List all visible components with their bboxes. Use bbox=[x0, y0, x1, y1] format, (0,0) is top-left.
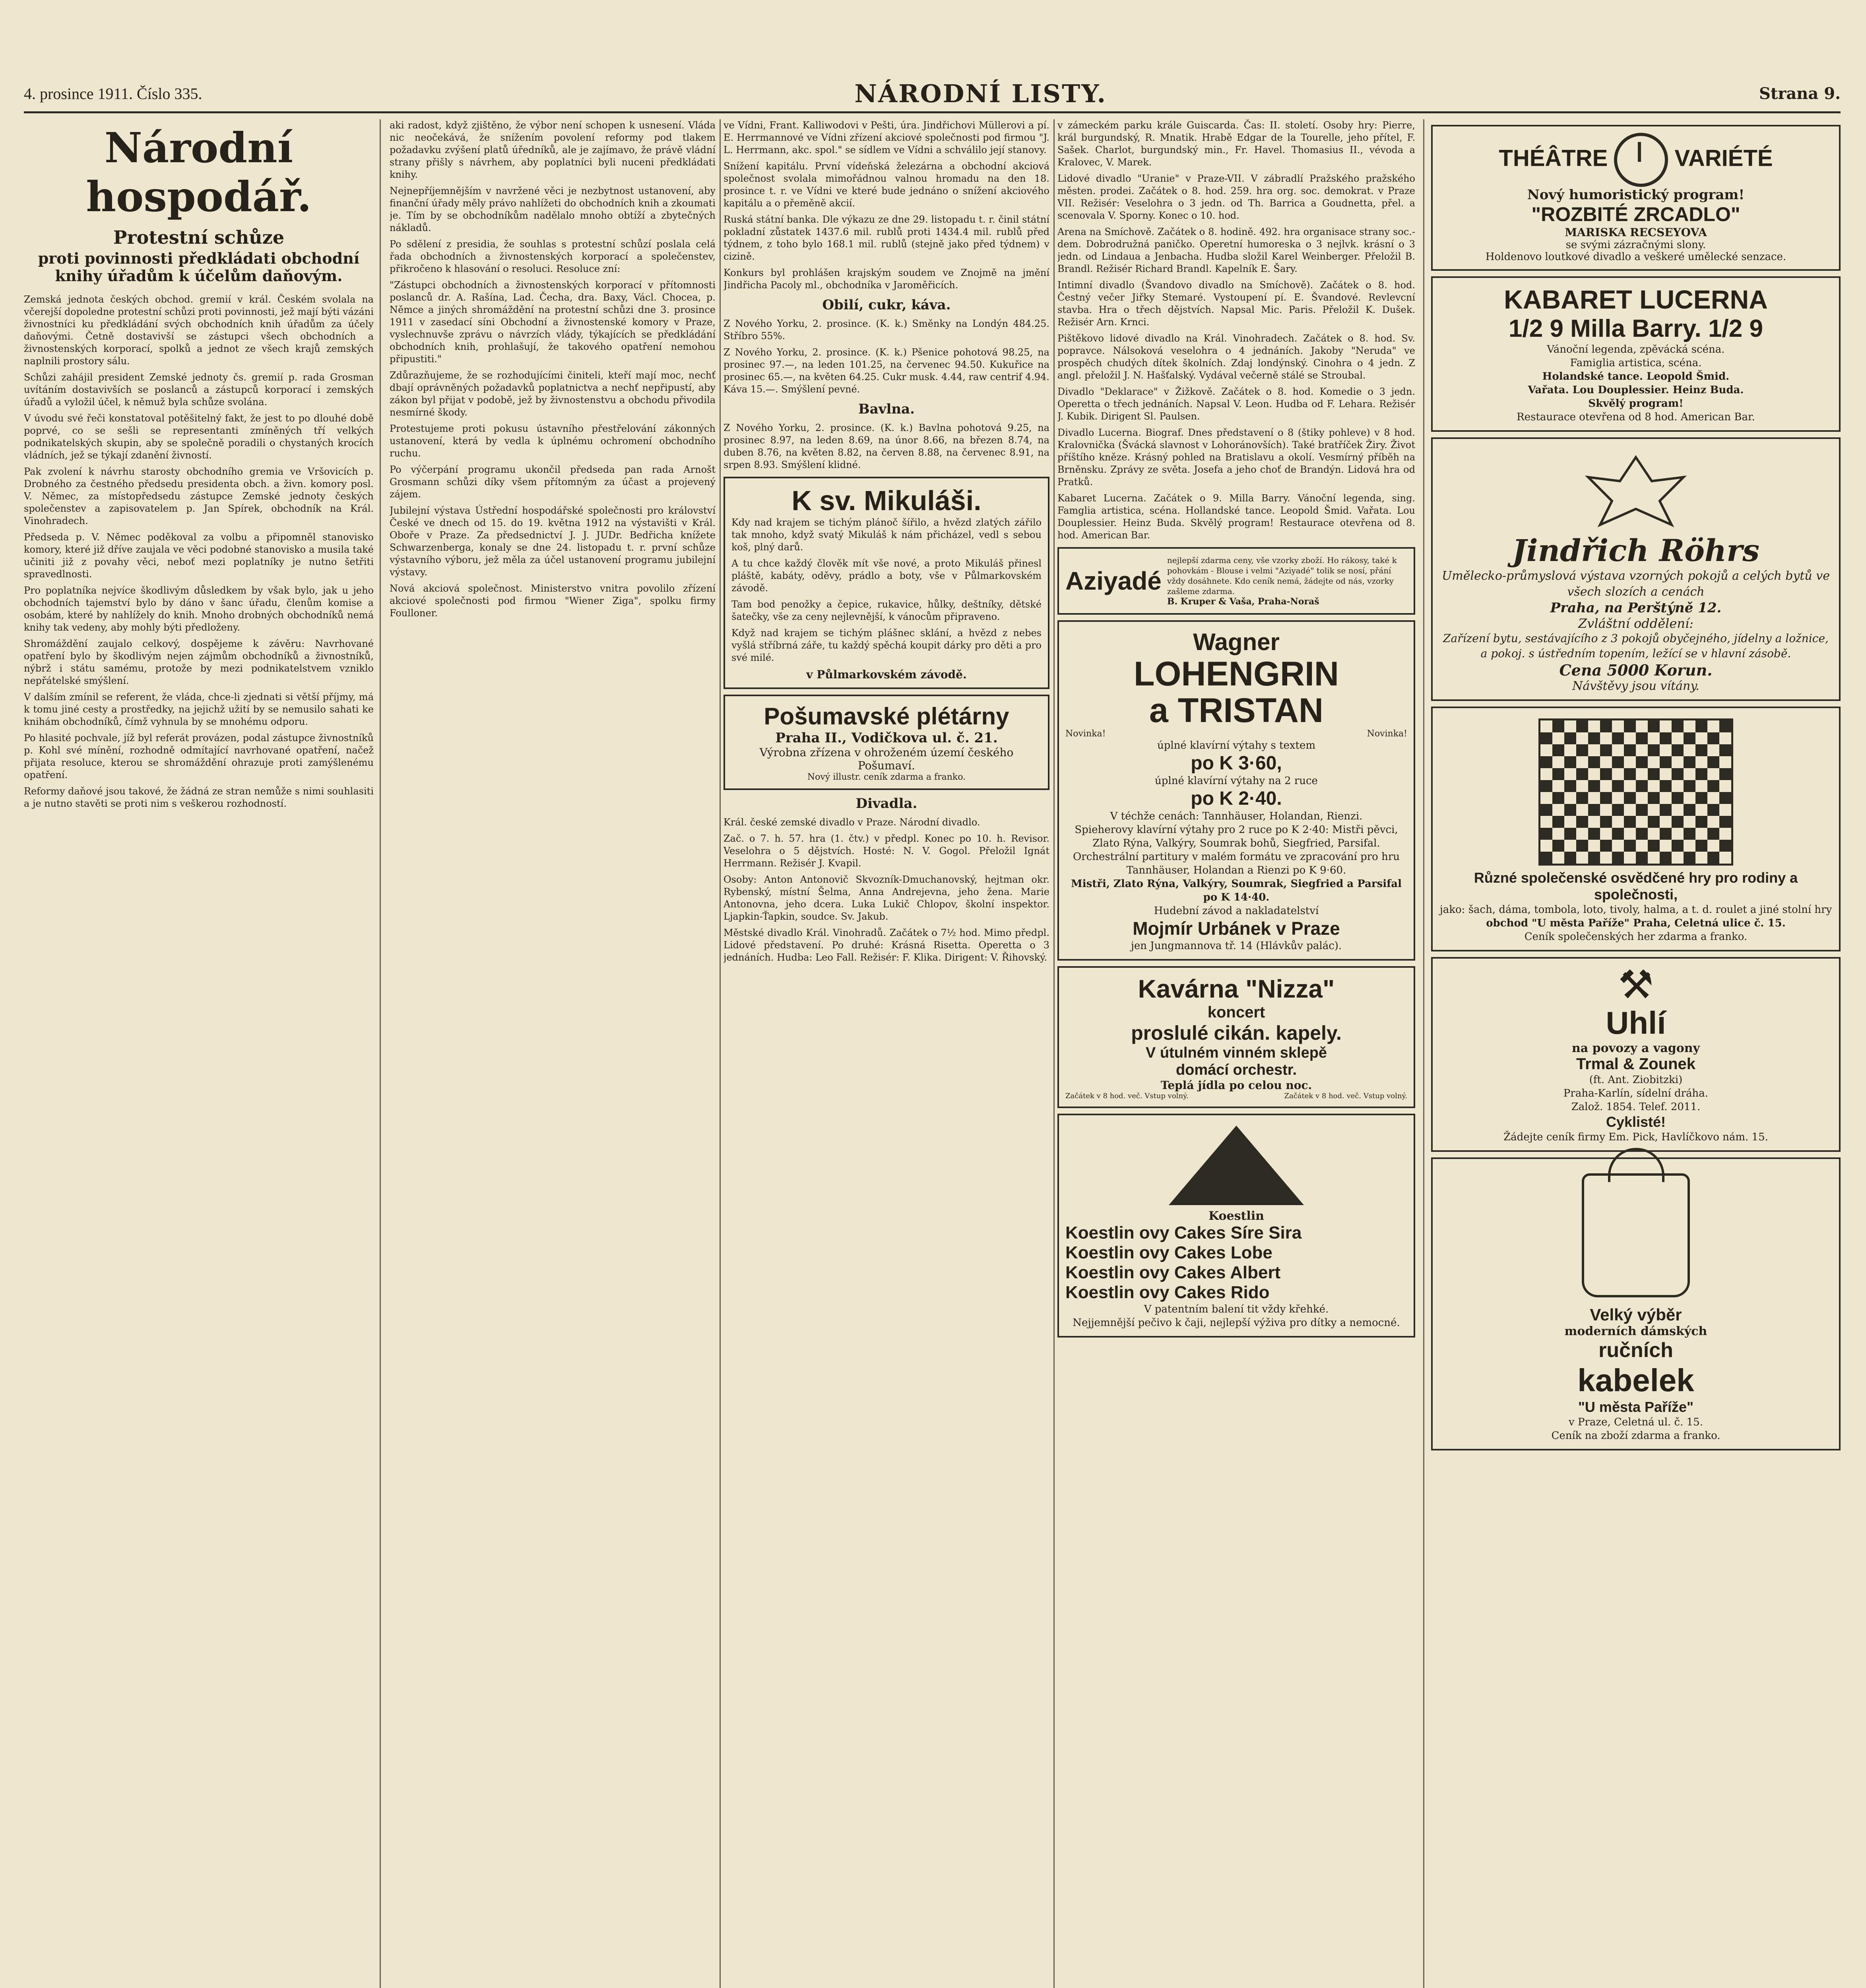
koestlin-logo-icon bbox=[1169, 1126, 1304, 1205]
wagner-text: Orchestrální partitury v malém formátu ve zpracování pro hru Tannhäuser, Holandan a Rienzi po K 9·60. bbox=[1073, 851, 1400, 876]
paragraph: ve Vídni, Frant. Kalliwodovi v Pešti, úra. Jindřichovi Müllerovi a pí. E. Herrmannové ve Vídni zřízení akciové společnosti pod firmou "J. L. Herrmann, akc. spol." se sídlem ve Vídni a schválilo její stanovy. bbox=[724, 120, 1049, 155]
nizza-line: proslulé cikán. kapely. bbox=[1131, 1022, 1342, 1044]
masthead: NÁRODNÍ LISTY. bbox=[854, 79, 1107, 108]
paragraph: Nová akciová společnost. Ministerstvo vnitra povolilo zřízení akciové společnosti pod firmou "Wiener Ziga", spolku firmy Foulloner. bbox=[390, 583, 716, 619]
uhli-line: na povozy a vagony bbox=[1571, 1041, 1700, 1055]
pumava-text: Výrobna zřízena v ohroženém území českého Pošumaví. bbox=[759, 746, 1014, 772]
market-subtitle: Bavlna. bbox=[858, 401, 915, 417]
nizza-line: Teplá jídla po celou noc. bbox=[1160, 1079, 1312, 1092]
wagner-title-1: LOHENGRIN bbox=[1134, 655, 1339, 693]
wagner-address: jen Jungmannova tř. 14 (Hlávkův palác). bbox=[1131, 940, 1342, 952]
theatre-paragraph: Městské divadlo Král. Vinohradů. Začátek o 7½ hod. Mimo předpl. Lidové představení. Po druhé: Krásná Risetta. Operetta o 3 jednáních. Hudba: Leo Fall. Režisér: F. Klika. Dirigent: V. Řihovský. bbox=[724, 927, 1049, 963]
koestlin-row: Koestlin ovy Cakes Rido bbox=[1065, 1283, 1270, 1302]
chess-line: jako: šach, dáma, tombola, loto, tivoly, halma, a t. d. roulet a jiné stolní hry bbox=[1439, 904, 1832, 916]
lucerna-title: KABARET LUCERNA bbox=[1504, 285, 1768, 314]
wagner-side-left: Novinka! bbox=[1065, 729, 1106, 739]
column-3 bbox=[724, 119, 1049, 1988]
column-4 bbox=[1057, 119, 1415, 1988]
paragraph: Po hlasité pochvale, jíž byl referát provázen, podal zástupce živnostníků p. Kohl své mínění, rozhodně odmítající navrhované opatření, načež přijata resoluce, kterou se shromáždění ohrazuje proti zamýšlenému opatření. bbox=[24, 732, 374, 780]
pumava-address: Praha II., Vodičkova ul. č. 21. bbox=[775, 730, 998, 746]
clock-icon bbox=[1614, 133, 1668, 187]
rohrs-line: Praha, na Perštýně 12. bbox=[1550, 600, 1722, 616]
market-title: Obilí, cukr, káva. bbox=[822, 297, 951, 313]
paragraph: Zemská jednota českých obchod. gremií v král. Českém svolala na včerejší dopoledne protestní schůzi proti povinnosti, jež mají býti vázáni živnostníci ku předkládání svých obchodních knih úřadům za účely daňovými. Četně dostavivší se zástupci všech obchodních a živnostenských korporací, spolků a jednot ze všech krajů zemských naplnili prostory sálu. bbox=[24, 294, 374, 367]
theatre-paragraph: v zámeckém parku krále Guiscarda. Čas: II. století. Osoby hry: Pierre, král burgundský, R. Mnatik. Hrabě Edgar de la Tourelle, jeho přítel, F. Sašek. Charlot, burgundský min., Fr. Havel. Thomasius II., vévoda a Kralovec, V. Marek. bbox=[1057, 120, 1415, 168]
crossed-hammers-icon: ⚒ bbox=[1618, 961, 1654, 1008]
mikulas-ad bbox=[724, 477, 1049, 689]
chess-board-icon bbox=[1538, 718, 1733, 866]
theatre-word: THÉÂTRE bbox=[1499, 145, 1608, 171]
pumava-title: Pošumavské plétárny bbox=[764, 703, 1009, 730]
rohrs-line: Zvláštní oddělení: bbox=[1578, 616, 1693, 631]
poem-stanza: Když nad krajem se tichým plášnec sklání, a hvězd z nebes vyšlá stříbrná záře, tu každý spěchá koupit dárky pro děti a pro své milé. bbox=[731, 627, 1042, 663]
lucerna-line: Famiglia artistica, scéna. bbox=[1570, 357, 1702, 369]
theatre-line: Holdenovo loutkové divadlo a veškeré umělecké senzace. bbox=[1485, 251, 1786, 263]
kabelky-line: ručních bbox=[1598, 1339, 1673, 1362]
rohrs-line: Cena 5000 Korun. bbox=[1559, 661, 1713, 679]
variete-word: VARIÉTÉ bbox=[1674, 145, 1773, 171]
nizza-line: koncert bbox=[1207, 1004, 1265, 1021]
nizza-side-left: Začátek v 8 hod. več. Vstup volný. bbox=[1065, 1092, 1189, 1100]
lucerna-line: Skvělý program! bbox=[1588, 398, 1684, 410]
koestlin-row: Koestlin ovy Cakes Albert bbox=[1065, 1263, 1281, 1282]
aziyade-title: Aziyadé bbox=[1065, 567, 1162, 595]
paragraph: Nejnepříjemnějším v navržené věci je nezbytnost ustanovení, aby finanční úřady měly právo nahlížeti do obchodních knih a zkoumati je. Tím by se obchodníkům nadělalo mnoho obtíží a zbytečných nákladů. bbox=[390, 185, 716, 233]
wagner-text: V téchže cenách: Tannhäuser, Holandan, Rienzi. bbox=[1110, 810, 1363, 822]
rohrs-line: Umělecko-průmyslová výstava vzorných pokojů a celých bytů ve všech slozích a cenách bbox=[1442, 569, 1830, 599]
paragraph: Zdůrazňujeme, že se rozhodujícími činiteli, kteří mají moc, nechť dbají oprávněných požadavků poplatnictva a nechť nepřipustí, aby zákon byl přijat v podobě, jež by živnostenstvu a obchodu přivodila nesmírné škody. bbox=[390, 370, 716, 418]
theatre-line: "ROZBITÉ ZRCADLO" bbox=[1531, 203, 1740, 225]
column-2 bbox=[390, 119, 716, 1988]
paragraph: Konkurs byl prohlášen krajským soudem ve Znojmě na jmění Jindřicha Pacoly ml., obchodníka v Jaroměřicích. bbox=[724, 267, 1049, 291]
lucerna-ad bbox=[1431, 276, 1841, 432]
cyklist-text: Žádejte ceník firmy Em. Pick, Havlíčkovo nám. 15. bbox=[1503, 1131, 1768, 1143]
theatre-paragraph: Král. české zemské divadlo v Praze. Národní divadlo. bbox=[724, 817, 980, 828]
page-number: Strana 9. bbox=[1759, 84, 1841, 103]
wagner-firm: Mojmír Urbánek v Praze bbox=[1133, 918, 1340, 939]
paragraph: Předseda p. V. Němec poděkoval za volbu a připomněl stanovisko komory, které již dříve zaujala ve věci podobné stanovisko a musila také učiniti již z povahy věci, neboť mezi poplatníky je nutno šetřiti spravedlnosti. bbox=[24, 532, 374, 580]
chess-ad bbox=[1431, 707, 1841, 951]
pumava-note: Nový illustr. ceník zdarma a franko. bbox=[807, 772, 966, 782]
paragraph: Schůzi zahájil president Zemské jednoty čs. gremií p. rada Grosman uvítáním dostavivších se poslanců a zástupců korporací i zemských úřadů a vyložil účel, k němuž byla schůze svolána. bbox=[24, 372, 374, 408]
nizza-line: V útulném vinném sklepě bbox=[1145, 1044, 1327, 1061]
kabelky-line: moderních dámských bbox=[1564, 1324, 1707, 1338]
aziyade-text: nejlepší zdarma ceny, vše vzorky zboží. Ho rákosy, také k pohovkám - Blouse i velmi "Aziyadé" tolik se nosí, přání vždy dosáhnete. Kdo ceník nemá, žádejte od nás, vzorky zašleme zdarma. bbox=[1167, 555, 1397, 596]
wagner-name: Wagner bbox=[1193, 629, 1280, 655]
theatre-paragraph: Lidové divadlo "Uranie" v Praze-VII. V zábradlí Pražského pražského městen. prodei. Začátek o 8. hod. 259. hra org. soc. demokrat. v Praze VII. Režisér: Veselohra o 3 jedn. od Th. Barrica a Goudnetta, přel. a scenovala V. Sporny. Konec o 10. hod. bbox=[1057, 173, 1415, 221]
nizza-side-right: Začátek v 8 hod. več. Vstup volný. bbox=[1284, 1092, 1407, 1100]
poem-stanza: A tu chce každý člověk mít vše nové, a proto Mikuláš přinesl pláště, kabáty, oděvy, prádlo a boty, vše v Půlmarkovském závodě. bbox=[731, 558, 1042, 594]
rohrs-name: Jindřich Röhrs bbox=[1512, 533, 1760, 568]
chess-line: obchod "U města Paříže" Praha, Celetná ulice č. 15. bbox=[1486, 917, 1786, 929]
koestlin-ad bbox=[1057, 1114, 1415, 1338]
uhli-title: Uhlí bbox=[1606, 1005, 1666, 1041]
theatre-paragraph: Zač. o 7. h. 57. hra (1. čtv.) v předpl. Konec po 10. h. Revisor. Veselohra o 5 dějstvích. Hosté: N. V. Gogol. Přeložil Ignát Herrmann. Režisér J. Kvapil. bbox=[724, 833, 1049, 869]
lucerna-line: Holandské tance. Leopold Šmid. bbox=[1542, 371, 1730, 382]
kabelky-line: kabelek bbox=[1577, 1363, 1694, 1398]
column-divider bbox=[1423, 119, 1424, 1988]
rohrs-line: Zařízení bytu, sestávajícího z 3 pokojů obyčejného, jídelny a ložnice, a pokoj. s ústředním topením, ležící se v hlavní zásobě. bbox=[1443, 632, 1829, 660]
market-paragraph: Z Nového Yorku, 2. prosince. (K. k.) Směnky na Londýn 484.25. Stříbro 55%. bbox=[724, 318, 1049, 342]
market-paragraph: Z Nového Yorku, 2. prosince. (K. k.) Bavlna pohotová 9.25, na prosinec 8.97, na leden 8.69, na únor 8.66, na březen 8.74, na duben 8.76, na květen 8.82, na červen 8.88, na červenec 8.91, na srpen 8.93. Smýšlení klidné. bbox=[724, 422, 1049, 470]
wagner-price: po K 2·40. bbox=[1191, 788, 1282, 809]
eagle-crest-icon bbox=[1576, 449, 1695, 529]
cyklist-title: Cyklisté! bbox=[1606, 1114, 1666, 1130]
column-divider bbox=[380, 119, 381, 1988]
column-divider bbox=[1053, 119, 1055, 1988]
paragraph: Ruská státní banka. Dle výkazu ze dne 29. listopadu t. r. činil státní pokladní zůstatek 1437.6 mil. rublů proti 1434.4 mil. rublů před týdnem, z toho bylo 168.1 mil. rublů (stejně jako před týdnem) v cizině. bbox=[724, 214, 1049, 262]
paragraph: V dalším zmínil se referent, že vláda, chce-li zjednati si větší příjmy, má k tomu jiné cesty a prostředky, na jejichž užití by se nemusilo sahati ke knihám obchodníků, čímž vyhnula by se mnohému odporu. bbox=[24, 691, 374, 727]
poem-stanza: Tam bod penožky a čepice, rukavice, hůlky, deštníky, dětské šatečky, vše za ceny nejlevnější, k vánocům připraveno. bbox=[731, 599, 1042, 622]
theatre-paragraph: Arena na Smíchově. Začátek o 8. hodině. 492. hra organisace strany soc.-dem. Dobrodružná paničko. Operetní humoreska o 3 nejlvk. krásní o 3 jedn. od Lindaua a Jenbacha. Hudba složil Karel Weinberger. Přeložil B. Brandl. Režisér Richard Brandl. Kapelník E. Šary. bbox=[1057, 226, 1415, 274]
lucerna-line: Restaurace otevřena od 8 hod. American Bar. bbox=[1517, 411, 1755, 423]
paragraph: Pak zvolení k návrhu starosty obchodního gremia ve Vršovicích p. Drobného za čestného předsedu presidenta obch. a živn. komory posl. V. Němec, za místopředsedu zástupce Zemské jednoty českých společenstev a zapisovatelem p. Jan Spírek, obchodník na Král. Vinohradech. bbox=[24, 466, 374, 526]
paragraph: Protestujeme proti pokusu ústavního přestřelování zákonných ustanovení, která by vedla k úplnému ochromení obchodního ruchu. bbox=[390, 423, 716, 459]
column-5 bbox=[1431, 119, 1841, 1988]
nizza-title: Kavárna "Nizza" bbox=[1138, 975, 1335, 1003]
wagner-ad bbox=[1057, 620, 1415, 961]
wagner-text: úplné klavírní výtahy s textem bbox=[1157, 740, 1316, 751]
rohrs-ad bbox=[1431, 437, 1841, 701]
uhli-line: Trmal & Zounek bbox=[1576, 1055, 1696, 1073]
paragraph: Jubilejní výstava Ústřední hospodářské společnosti pro království České ve dnech od 15. do 19. května 1912 na výstavišti v Král. Oboře v Praze. Za předsednictví J. J. JUDr. Bedřicha knížete Schwarzenberga, konaly se dne 24. listopadu t. r. první schůze výstavního výboru, jež měla za účel ustanovení programu jubilejní výstavy. bbox=[390, 505, 716, 578]
kabelky-line: Velký výběr bbox=[1590, 1305, 1682, 1324]
uhli-line: Praha-Karlín, sídelní dráha. bbox=[1563, 1087, 1709, 1099]
kabelky-ad bbox=[1431, 1157, 1841, 1450]
mikulas-title: K sv. Mikuláši. bbox=[791, 485, 981, 516]
koestlin-note: Nejjemnější pečivo k čaji, nejlepší výživa pro dítky a nemocné. bbox=[1073, 1317, 1400, 1329]
page-header bbox=[24, 76, 1841, 113]
paragraph: Pro poplatníka nejvíce škodlivým důsledkem by však bylo, jak u jeho obchodních tajemství bylo by dáno v šanc úřadu, členům komise a osobám, které by nahlížely do knih. Mnoho drobných obchodníků nemá knihy tak vedeny, aby mohly býti předloženy. bbox=[24, 585, 374, 633]
kabelky-line: v Praze, Celetná ul. č. 15. bbox=[1569, 1416, 1703, 1428]
paragraph: Reformy daňové jsou takové, že žádná ze stran nemůže s nimi souhlasiti a je nutno stavěti se proti nim s veškerou rozhodností. bbox=[24, 786, 374, 809]
paragraph: aki radost, když zjištěno, že výbor není schopen k usnesení. Vláda nic neočekává, že snížením povolení reformy pod tlakem požadavku zvýšení platů úředníků, ale je zajímavo, že právě vládní strany přišly s návrhem, aby poplatníci byli nuceni předkládati knihy. bbox=[390, 120, 716, 180]
issue-date: 4. prosince 1911. Číslo 335. bbox=[24, 84, 202, 103]
chess-line: Ceník společenských her zdarma a franko. bbox=[1524, 931, 1748, 943]
koestlin-note: V patentním balení tit vždy křehké. bbox=[1144, 1303, 1329, 1315]
handbag-icon bbox=[1582, 1173, 1690, 1297]
theatre-paragraph: Divadlo "Deklarace" v Žižkově. Začátek o 8. hod. Komedie o 3 jedn. Operetta o třech jednáních. Napsal V. Leon. Hudba od F. Lehara. Režisér J. Kubik. Dirigent Sl. Paulsen. bbox=[1057, 386, 1415, 422]
uhli-line: Založ. 1854. Telef. 2011. bbox=[1571, 1101, 1701, 1113]
koestlin-badge: Koestlin bbox=[1208, 1209, 1264, 1223]
pumava-ad bbox=[724, 695, 1049, 790]
paragraph: Shromáždění zaujalo celkový, dospějeme k závěru: Navrhované opatření bylo by škodlivým nejen zájmům obchodníků a živnostníků, nýbrž i státu samému, protože by mezi podnikatelstvem vzniklo nepřátelské smýšlení. bbox=[24, 638, 374, 686]
theatre-line: se svými zázračnými slony. bbox=[1565, 239, 1706, 251]
uhli-line: (ft. Ant. Ziobitzki) bbox=[1589, 1074, 1683, 1086]
lucerna-line: 1/2 9 Milla Barry. 1/2 9 bbox=[1509, 315, 1763, 342]
paragraph: V úvodu své řeči konstatoval potěšitelný fakt, že jest to po dlouhé době poprvé, co se sešli se representanti zmíněných tří velkých podnikatelských skupin, aby se společně poradili o chystaných krocích vládních, jež se týkají zdanění živností. bbox=[24, 413, 374, 461]
theatre-title: Divadla. bbox=[855, 796, 917, 812]
theatre-paragraph: Pištěkovo lidové divadlo na Král. Vinohradech. Začátek o 8. hod. Sv. popravce. Nálsoková veselohra o 4 jednáních. Jakoby "Neruda" ve prospěch chudých dítek školních. Zdaj londýnský. Cinohra o 4 jedn. Z angl. přeložil J. N. Hašťalský. Vydával večerně stálé se Stroubal. bbox=[1057, 333, 1415, 381]
column-1 bbox=[24, 119, 374, 1988]
wagner-price: po K 3·60, bbox=[1191, 753, 1282, 774]
wagner-text: Spieherovy klavírní výtahy pro 2 ruce po K 2·40: Mistři pěvci, Zlato Rýna, Valkýry, Soumrak bohů, Siegfried, Parsifal. bbox=[1075, 824, 1398, 849]
mikulas-footer: v Půlmarkovském závodě. bbox=[806, 668, 967, 681]
nizza-line: domácí orchestr. bbox=[1175, 1062, 1297, 1078]
kabelky-line: Ceník na zboží zdarma a franko. bbox=[1551, 1430, 1721, 1442]
paragraph: Snížení kapitálu. První vídeňská železárna a obchodní akciová společnost svolala mimořádnou valnou hromadu na den 18. prosince t. r. ve Vídni ve které bude jednáno o snížení akciového kapitálu a o přeměně akcií. bbox=[724, 161, 1049, 209]
koestlin-row: Koestlin ovy Cakes Lobe bbox=[1065, 1243, 1272, 1262]
lucerna-line: Vařata. Lou Douplessier. Heinz Buda. bbox=[1528, 384, 1744, 396]
wagner-text: Mistři, Zlato Rýna, Valkýry, Soumrak, Siegfried a Parsifal po K 14·40. bbox=[1071, 878, 1402, 903]
rohrs-line: Návštěvy jsou vítány. bbox=[1572, 679, 1699, 693]
aziyade-firm: B. Kruper & Vaša, Praha-Noraš bbox=[1167, 596, 1319, 607]
wagner-side-right: Novinka! bbox=[1367, 729, 1407, 739]
lucerna-line: Vánoční legenda, zpěvácká scéna. bbox=[1547, 344, 1725, 355]
paragraph: "Zástupci obchodních a živnostenských korporací v přítomnosti poslanců dr. A. Rašína, Lad. Čecha, dra. Baxy, Václ. Chocea, p. Němce a jiných shromáždění na protestní schůzi dne 3. prosince 1911 v zasedací síni Obchodní a živnostenské komory v Praze, vyslechnuvše zprávu o návrzích vlády, týkajících se předkládání obchodních knih, prohlašují, že takového opatření nemohou připustiti." bbox=[390, 280, 716, 365]
uhli-ad bbox=[1431, 957, 1841, 1152]
article-title: Protestní schůze bbox=[113, 227, 285, 248]
market-paragraph: Z Nového Yorku, 2. prosince. (K. k.) Pšenice pohotová 98.25, na prosinec 97.—, na leden 101.25, na červenec 94.50. Kukuřice na prosinec 65.—, na květen 64.25. Cukr musk. 4.44, raw centrif 4.94. Káva 15.—. Smýšlení pevné. bbox=[724, 347, 1049, 395]
koestlin-row: Koestlin ovy Cakes Síre Sira bbox=[1065, 1223, 1302, 1242]
wagner-title-2: a TRISTAN bbox=[1149, 691, 1323, 730]
theatre-variete-ad bbox=[1431, 125, 1841, 271]
column-divider bbox=[720, 119, 721, 1988]
theatre-paragraph: Divadlo Lucerna. Biograf. Dnes představení o 8 (štiky pohleve) v 8 hod. Kralovnička (Švácká slavnost v Lohoránovších). Také bratříček Žiry. Život příštího kněze. Krásný pohled na Bratislavu a okolí. Vesmírný příběh na Brněnsku. Zprávy ze světa. Josefa a jeho choť de Brandýn. Lidová hra od Pratků. bbox=[1057, 427, 1415, 487]
section-title: Národní hospodář. bbox=[86, 123, 312, 221]
wagner-text: úplné klavírní výtahy na 2 ruce bbox=[1155, 775, 1318, 787]
theatre-line: MARISKA RECSEYOVA bbox=[1565, 226, 1707, 239]
aziyade-ad bbox=[1057, 547, 1415, 615]
poem-stanza: Kdy nad krajem se tichým plánoč šířilo, a hvězd zlatých zářilo tak mnoho, když svatý Mikuláš k nám přicházel, vedl s sebou koš, plný darů. bbox=[731, 517, 1042, 553]
paragraph: Po sdělení z presidia, že souhlas s protestní schůzí poslala celá řada obchodních a živnostenských korporací a společenstev, přikročeno k hlasování o resoluci. Resoluce zní: bbox=[390, 239, 716, 274]
theatre-paragraph: Intimní divadlo (Švandovo divadlo na Smíchově). Začátek o 8. hod. Čestný večer Jiřky Stemaré. Vystoupení pí. E. Švandové. Revlevcní stavba. Hra o třech dějstvích. Napsal Mic. Paris. Přeložil K. Dušek. Režisér Arn. Krnci. bbox=[1057, 280, 1415, 328]
nizza-ad bbox=[1057, 966, 1415, 1108]
wagner-text: Hudební závod a nakladatelství bbox=[1154, 905, 1319, 917]
paragraph: Po výčerpání programu ukončil předseda pan rada Arnošt Grosmann schůzi díky všem přítomným za účast a projevený zájem. bbox=[390, 464, 716, 500]
article-subtitle: proti povinnosti předkládati obchodní knihy úřadům k účelům daňovým. bbox=[38, 249, 360, 285]
theatre-line: Nový humoristický program! bbox=[1527, 187, 1745, 203]
theatre-paragraph: Kabaret Lucerna. Začátek o 9. Milla Barry. Vánoční legenda, sing. Famglia artistica, scéna. Hollandské tance. Leopold Šmid. Vařata. Lou Douplessier. Heinz Buda. Skvělý program! Restaurace otevřena od 8. hod. American Bar. bbox=[1057, 493, 1415, 541]
kabelky-line: "U města Paříže" bbox=[1578, 1399, 1694, 1415]
chess-line: Různé společenské osvědčené hry pro rodiny a společnosti, bbox=[1474, 870, 1798, 903]
theatre-paragraph: Osoby: Anton Antonovič Skvozník-Dmuchanovský, hejtman okr. Rybenský, místní Šelma, Anna Andrejevna, jeho žena. Marie Antonovna, jeho dcera. Luka Lukič Chlopov, školní inspektor. Ljapkin-Ťapkin, soudce. Sv. Jakub. bbox=[724, 874, 1049, 922]
